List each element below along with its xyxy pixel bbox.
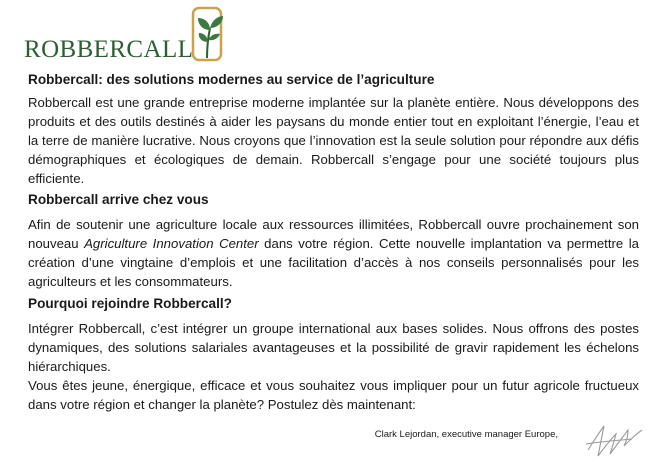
sprouting-plant-logo	[190, 6, 226, 62]
section-heading-arrive: Robbercall arrive chez vous	[28, 192, 209, 207]
paragraph-apply: Vous êtes jeune, énergique, efficace et vous souhaitez vous impliquer pour un futur agricole fructueux dans votre région et changer la planète? Postulez dès maintenant:	[28, 378, 639, 412]
section-heading-join: Pourquoi rejoindre Robbercall?	[28, 296, 232, 311]
paragraph-arrive-part-1: Afin de soutenir une agriculture locale aux ressources illimitées, Robbercall ouvre prochainement son nouveau	[28, 217, 639, 251]
innovation-center-name: Agriculture Innovation Center	[84, 236, 259, 251]
paragraph-arrive	[28, 215, 639, 291]
paragraph-intro: Robbercall est une grande entreprise moderne implantée sur la planète entière. Nous développons des produits et des outils destinés à aider les paysans du monde entier tout en exploitant l’énergie, l’eau et la terre de manière lucrative. Nous croyons que l’innovation est la seule solution pour répondre aux défis démographiques et écologiques de demain. Robbercall s’engage pour une société toujours plus efficiente.	[28, 95, 639, 186]
signature-caption: Clark Lejordan, executive manager Europe,	[374, 429, 558, 440]
paragraph-arrive-part-3: dans votre région. Cette nouvelle implantation va permettre la création d’une vingtaine d’emplois et une facilitation d’accès à nos conseils personnalisés pour les agriculteurs et les consommateurs.	[28, 236, 639, 289]
brand-name: ROBBERCALL	[24, 36, 194, 63]
section-heading-solutions: Robbercall: des solutions modernes au service de l’agriculture	[28, 72, 435, 87]
handwritten-signature	[582, 414, 646, 462]
paragraph-join: Intégrer Robbercall, c’est intégrer un groupe international aux bases solides. Nous offrons des postes dynamiques, des solutions salariales avantageuses et la possibilité de gravir rapidement les échelons hiérarchiques.	[28, 321, 639, 374]
